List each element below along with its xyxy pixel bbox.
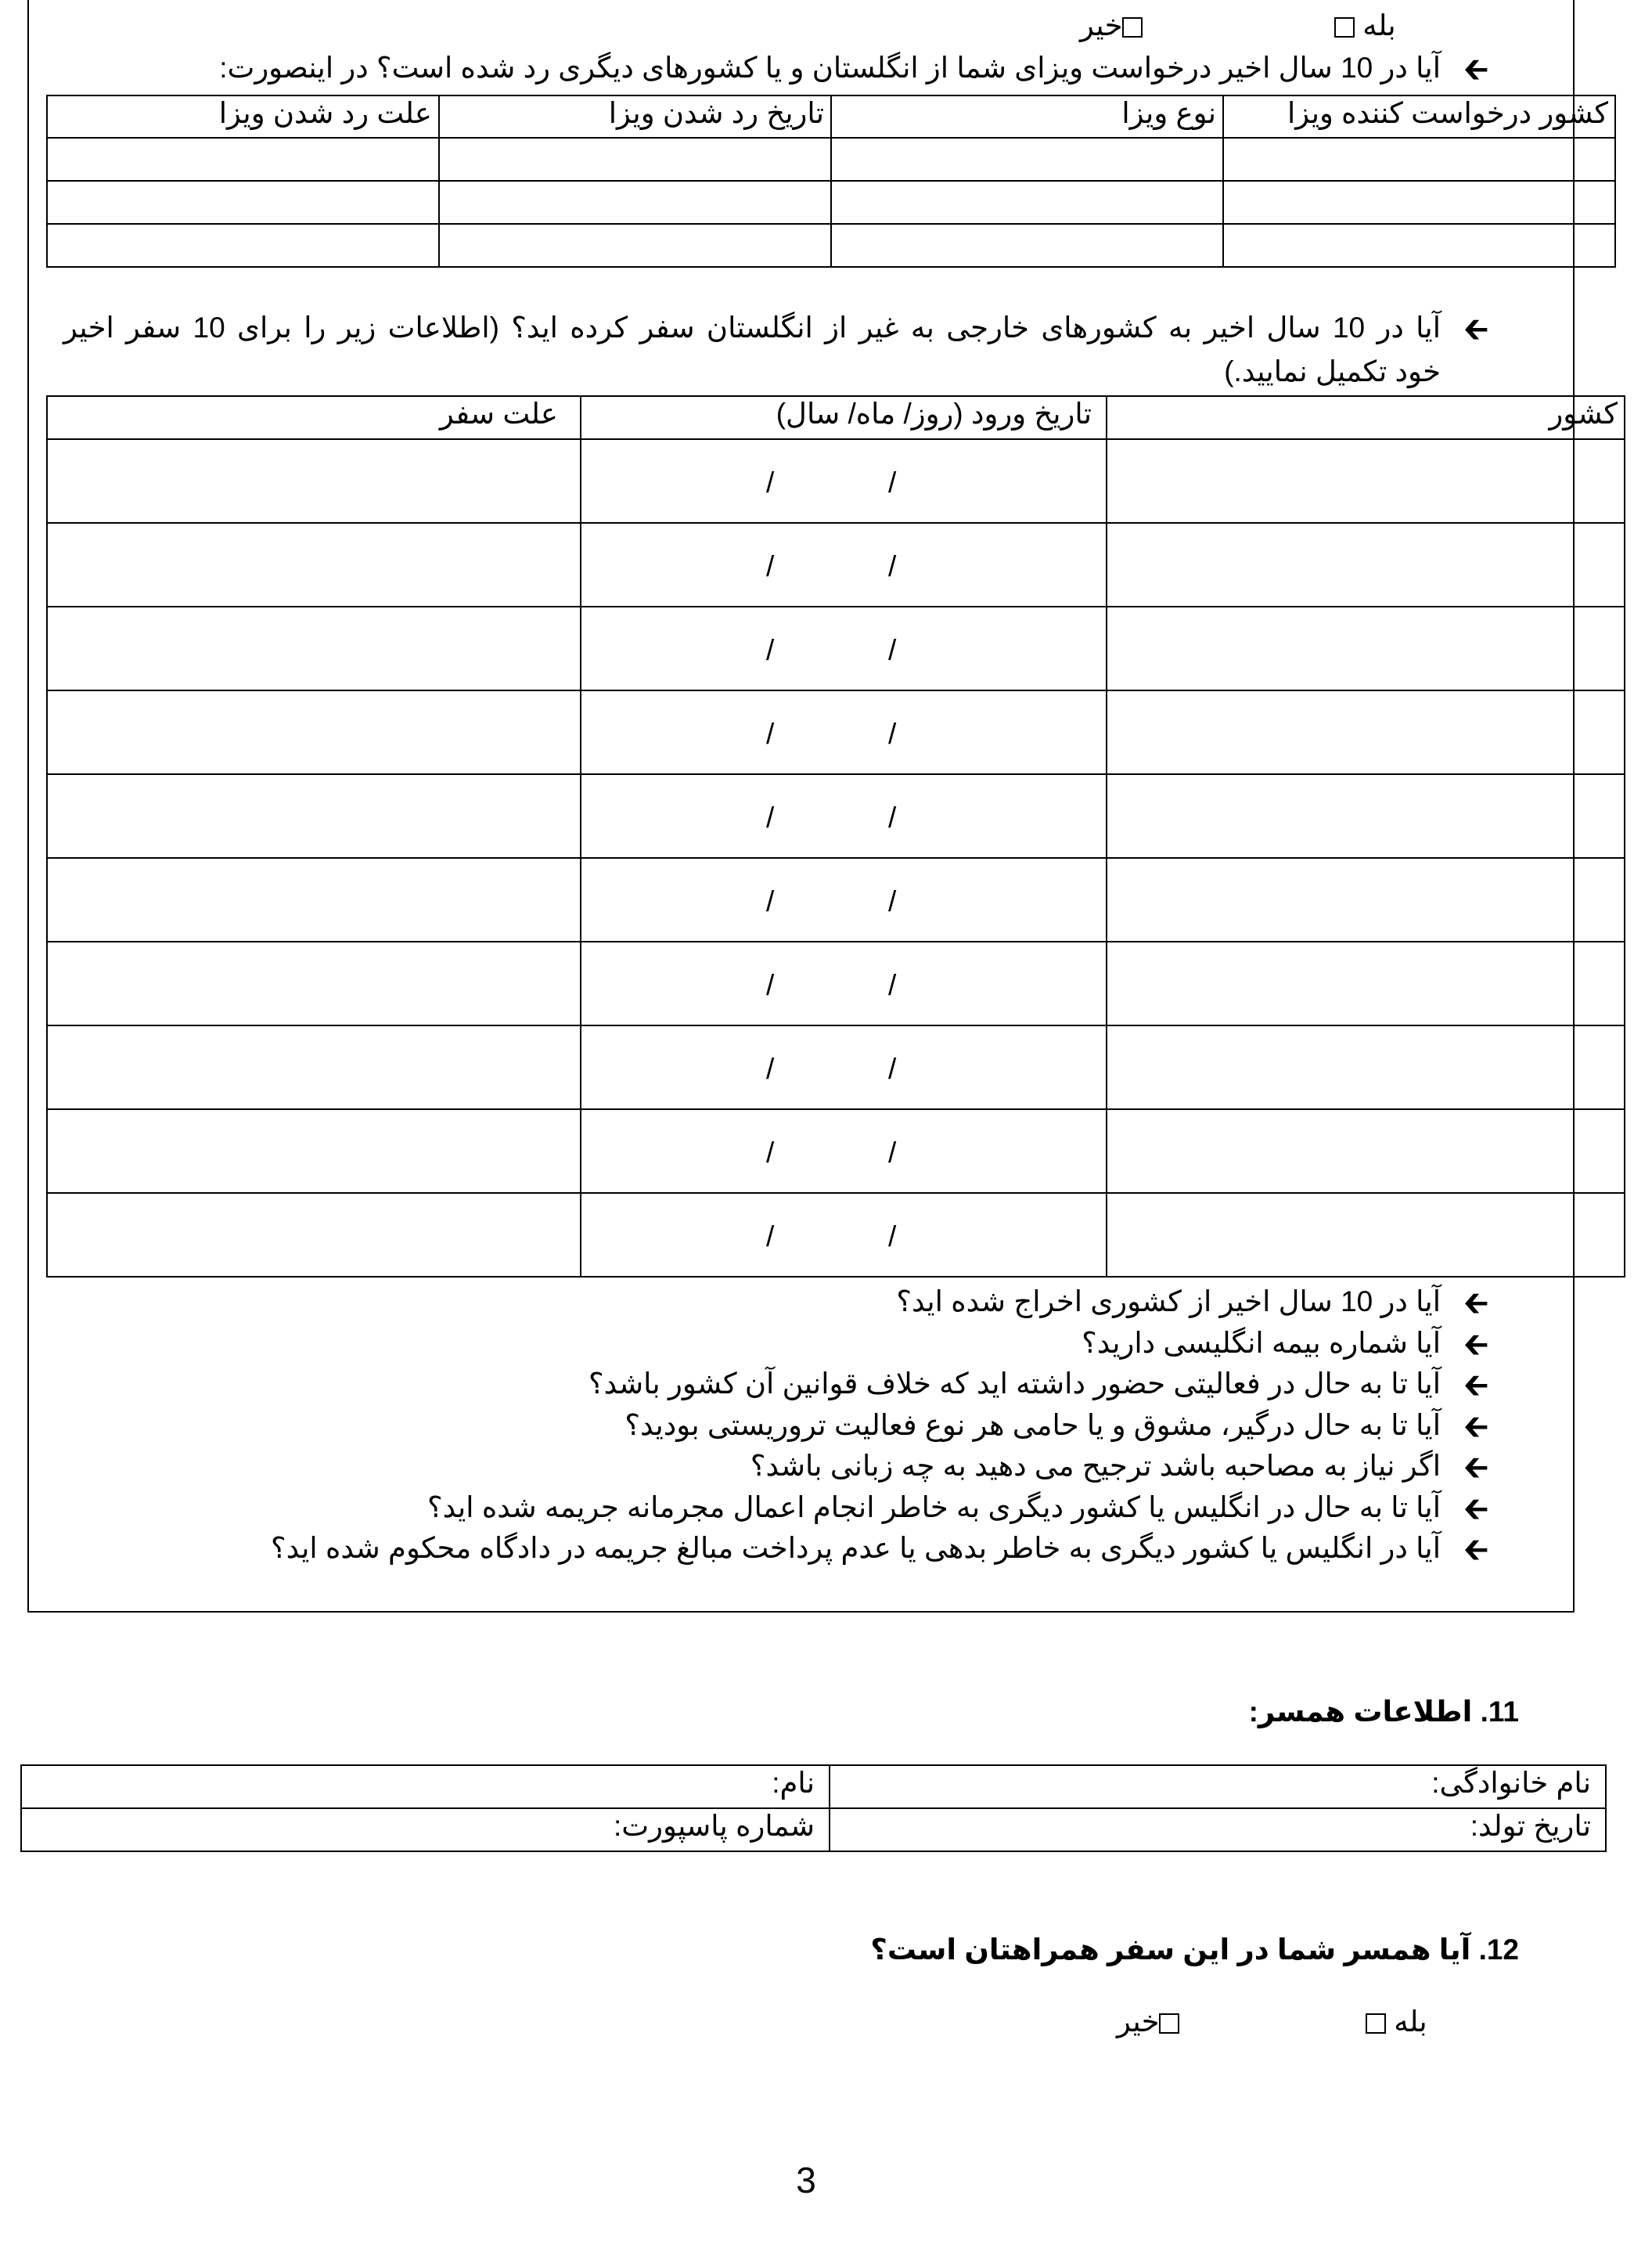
arrow-left-icon: 🡰 — [1463, 1286, 1489, 1321]
date-separator: / — [888, 1137, 897, 1169]
date-separator: / — [766, 969, 775, 1001]
entry-date-cell[interactable] — [581, 439, 1107, 523]
travel-reason-cell[interactable] — [47, 774, 581, 858]
date-separator: / — [766, 1220, 775, 1252]
travel-reason-cell[interactable] — [47, 439, 581, 523]
table-row — [47, 942, 1625, 1025]
entry-date-cell[interactable] — [581, 523, 1107, 607]
header-refusal-date: تاریخ رد شدن ویزا — [439, 96, 831, 138]
date-separator: / — [888, 969, 897, 1001]
checkbox-icon[interactable] — [1159, 2013, 1179, 2034]
header-entry-date: تاریخ ورود (روز/ ماه/ سال) — [581, 396, 1107, 439]
travel-reason-cell[interactable] — [47, 1193, 581, 1277]
section-number: 11. — [1480, 1696, 1519, 1728]
arrow-left-icon: 🡰 — [1463, 1327, 1489, 1362]
table-row — [47, 607, 1625, 690]
table-cell[interactable] — [1223, 138, 1615, 181]
date-separator: / — [888, 1053, 897, 1085]
visa-refusal-table — [46, 95, 1616, 268]
spouse-no-option[interactable] — [1117, 2004, 1218, 2040]
table-cell[interactable] — [831, 138, 1223, 181]
travel-reason-cell[interactable] — [47, 858, 581, 942]
question-item: آیا تا به حال در انگلیس یا کشور دیگری به خاطر انجام اعمال مجرمانه جریمه شده اید؟ — [426, 1490, 1441, 1523]
entry-date-cell[interactable] — [581, 690, 1107, 774]
header-refusal-reason: علت رد شدن ویزا — [47, 96, 439, 138]
checkbox-icon[interactable] — [1334, 17, 1355, 38]
table-cell[interactable] — [439, 138, 831, 181]
arrow-left-icon: 🡰 — [1463, 1409, 1489, 1444]
date-separator: / — [766, 1053, 775, 1085]
travel-question-line1: آیا در 10 سال اخیر به کشورهای خارجی به غیر از انگلستان سفر کرده اید؟ (اطلاعات زیر را برای 10 سفر اخیر — [63, 312, 1441, 344]
date-separator: / — [888, 1220, 897, 1252]
date-separator: / — [766, 1137, 775, 1169]
date-separator: / — [766, 718, 775, 750]
entry-date-cell[interactable] — [581, 942, 1107, 1025]
header-travel-reason: علت سفر — [47, 396, 581, 439]
arrow-left-icon: 🡰 — [1463, 1491, 1489, 1526]
page-number: 3 — [796, 2160, 816, 2200]
table-cell[interactable] — [47, 181, 439, 224]
table-cell[interactable] — [1223, 181, 1615, 224]
date-separator: / — [888, 550, 897, 582]
header-visa-type: نوع ویزا — [831, 96, 1223, 138]
spouse-no-label: خیر — [1117, 2006, 1160, 2038]
date-separator: / — [766, 467, 775, 499]
table-row — [47, 224, 1615, 267]
table-cell[interactable] — [1223, 224, 1615, 267]
table-row — [47, 439, 1625, 523]
table-row — [47, 1025, 1625, 1109]
entry-date-cell[interactable] — [581, 607, 1107, 690]
question-item: آیا تا به حال درگیر، مشوق و یا حامی هر نوع فعالیت تروریستی بودید؟ — [624, 1408, 1441, 1441]
checkbox-icon[interactable] — [1366, 2013, 1386, 2034]
top-no-option[interactable] — [1080, 8, 1174, 44]
checkbox-icon[interactable] — [1122, 17, 1143, 38]
question-item: اگر نیاز به مصاحبه باشد ترجیح می دهید به چه زبانی باشد؟ — [750, 1450, 1441, 1482]
country-cell[interactable] — [1107, 439, 1625, 523]
question-item: آیا شماره بیمه انگلیسی دارید؟ — [1082, 1326, 1441, 1359]
date-separator: / — [888, 634, 897, 666]
arrow-left-icon: 🡰 — [1463, 1451, 1489, 1485]
table-cell[interactable] — [831, 181, 1223, 224]
section-title: اطلاعات همسر: — [1248, 1696, 1473, 1728]
table-row — [47, 774, 1625, 858]
country-cell[interactable] — [1107, 523, 1625, 607]
country-cell[interactable] — [1107, 607, 1625, 690]
date-separator: / — [888, 802, 897, 834]
table-row — [47, 690, 1625, 774]
question-item: آیا در 10 سال اخیر از کشوری اخراج شده اید؟ — [896, 1285, 1441, 1317]
travel-reason-cell[interactable] — [47, 1109, 581, 1193]
last-name-field[interactable]: نام خانوادگی: — [830, 1765, 1606, 1808]
date-separator: / — [766, 634, 775, 666]
travel-history-table — [46, 395, 1625, 1278]
table-row — [47, 1109, 1625, 1193]
arrow-left-icon: 🡰 — [1463, 312, 1489, 347]
travel-reason-cell[interactable] — [47, 690, 581, 774]
passport-number-field[interactable]: شماره پاسپورت: — [21, 1808, 830, 1851]
travel-reason-cell[interactable] — [47, 523, 581, 607]
country-cell[interactable] — [1107, 858, 1625, 942]
birth-date-field[interactable]: تاریخ تولد: — [830, 1808, 1606, 1851]
section-title: آیا همسر شما در این سفر همراهتان است؟ — [870, 1933, 1471, 1966]
table-row — [47, 858, 1625, 942]
table-cell[interactable] — [439, 224, 831, 267]
date-separator: / — [766, 802, 775, 834]
travel-reason-cell[interactable] — [47, 1025, 581, 1109]
question-item: آیا در انگلیس یا کشور دیگری به خاطر بدهی یا عدم پرداخت مبالغ جریمه در دادگاه محکوم شده اید؟ — [271, 1532, 1441, 1564]
first-name-field[interactable]: نام: — [21, 1765, 830, 1808]
table-row — [47, 138, 1615, 181]
travel-reason-cell[interactable] — [47, 607, 581, 690]
date-separator: / — [766, 550, 775, 582]
table-cell[interactable] — [831, 224, 1223, 267]
date-separator: / — [888, 718, 897, 750]
entry-date-cell[interactable] — [581, 774, 1107, 858]
date-separator: / — [888, 467, 897, 499]
country-cell[interactable] — [1107, 942, 1625, 1025]
country-cell[interactable] — [1107, 690, 1625, 774]
top-yes-option[interactable] — [1334, 8, 1428, 44]
section-12-heading — [870, 1932, 1519, 1968]
header-country: کشور — [1107, 396, 1625, 439]
top-no-label: خیر — [1080, 9, 1123, 41]
spouse-yes-option[interactable] — [1366, 2004, 1467, 2040]
table-row — [47, 523, 1625, 607]
travel-reason-cell[interactable] — [47, 942, 581, 1025]
entry-date-cell[interactable] — [581, 1193, 1107, 1277]
country-cell[interactable] — [1107, 1193, 1625, 1277]
date-separator: / — [888, 885, 897, 917]
arrow-left-icon: 🡰 — [1463, 1533, 1489, 1567]
date-separator: / — [766, 885, 775, 917]
entry-date-cell[interactable] — [581, 1025, 1107, 1109]
table-row — [47, 1193, 1625, 1277]
table-cell[interactable] — [47, 138, 439, 181]
table-row — [47, 181, 1615, 224]
arrow-left-icon: 🡰 — [1463, 52, 1489, 87]
top-yes-label: بله — [1362, 9, 1396, 41]
question-item: آیا تا به حال در فعالیتی حضور داشته اید که خلاف قوانین آن کشور باشد؟ — [588, 1368, 1441, 1400]
section-number: 12. — [1478, 1933, 1519, 1966]
travel-question-line2: خود تکمیل نمایید.) — [1224, 355, 1441, 387]
spouse-yes-label: بله — [1394, 2006, 1427, 2038]
spouse-info-table — [20, 1764, 1607, 1852]
country-cell[interactable] — [1107, 1109, 1625, 1193]
arrow-left-icon: 🡰 — [1463, 1368, 1489, 1403]
entry-date-cell[interactable] — [581, 858, 1107, 942]
entry-date-cell[interactable] — [581, 1109, 1107, 1193]
section-11-heading — [1249, 1694, 1519, 1730]
country-cell[interactable] — [1107, 1025, 1625, 1109]
table-cell[interactable] — [439, 181, 831, 224]
country-cell[interactable] — [1107, 774, 1625, 858]
visa-refusal-question: آیا در 10 سال اخیر درخواست ویزای شما از انگلستان و یا کشورهای دیگری رد شده است؟ در اینصورت: — [219, 52, 1441, 84]
table-cell[interactable] — [47, 224, 439, 267]
header-applied-country: کشور درخواست کننده ویزا — [1223, 96, 1615, 138]
